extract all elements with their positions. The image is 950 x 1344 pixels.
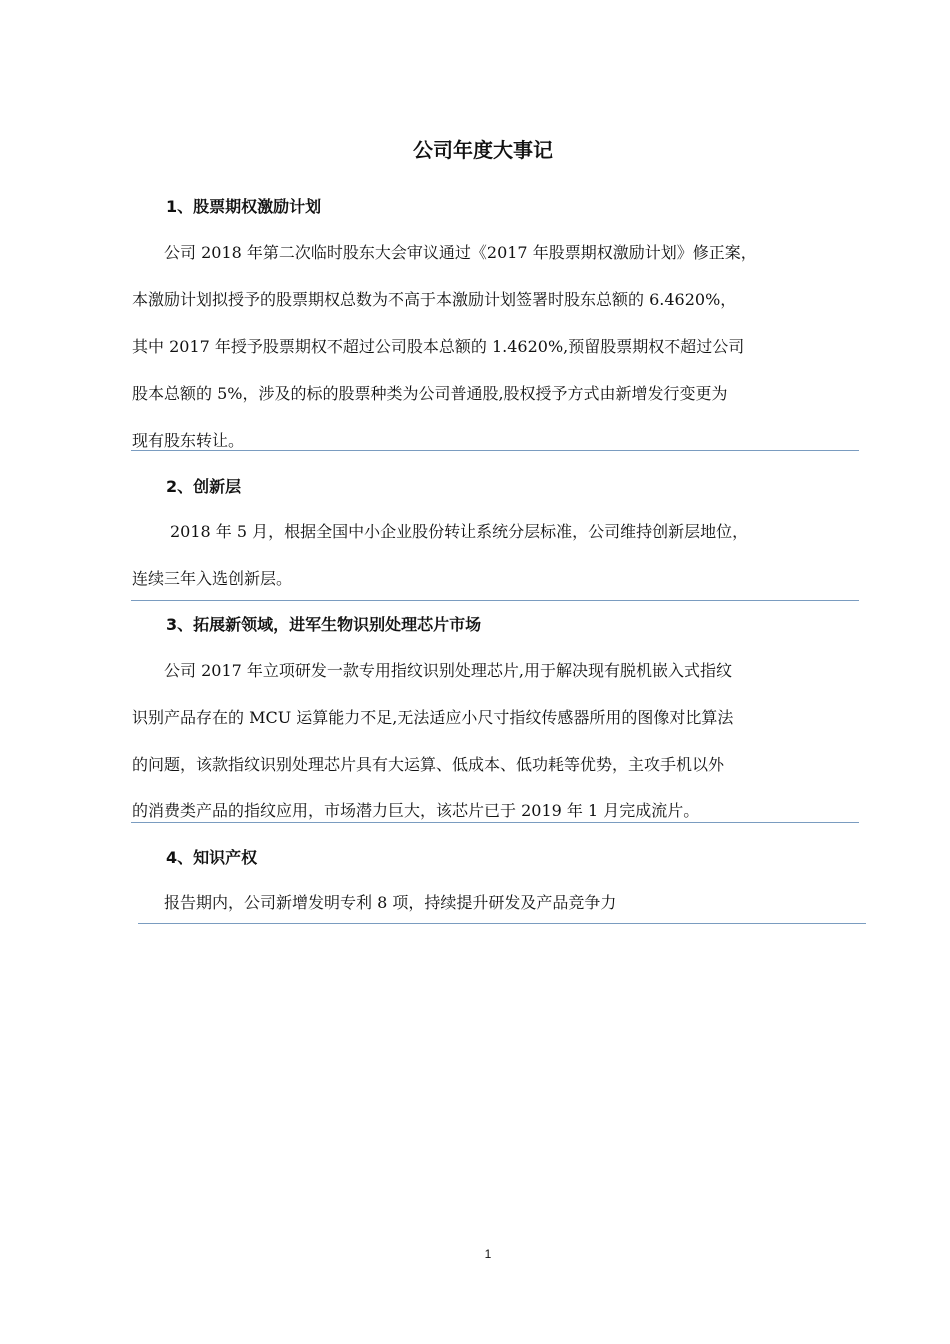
paragraph-line: 的问题，该款指纹识别处理芯片具有大运算、低成本、低功耗等优势，主攻手机以外	[132, 755, 725, 774]
section-divider	[131, 600, 859, 601]
paragraph-line: 报告期内，公司新增发明专利 8 项，持续提升研发及产品竞争力	[164, 893, 617, 912]
paragraph-line: 现有股东转让。	[132, 431, 245, 450]
paragraph-line: 识别产品存在的 MCU 运算能力不足,无法适应小尺寸指纹传感器所用的图像对比算法	[132, 708, 734, 727]
paragraph-line: 连续三年入选创新层。	[132, 569, 293, 588]
paragraph-line: 其中 2017 年授予股票期权不超过公司股本总额的 1.4620%,预留股票期权不超过公司	[132, 337, 745, 356]
section-heading-biometric-chip: 3、拓展新领域，进军生物识别处理芯片市场	[166, 615, 482, 634]
paragraph-line: 本激励计划拟授予的股票期权总数为不高于本激励计划签署时股东总额的 6.4620%，	[132, 290, 737, 309]
section-divider	[131, 450, 859, 451]
section-divider	[138, 923, 866, 924]
section-heading-ip: 4、知识产权	[166, 848, 258, 867]
paragraph-line: 的消费类产品的指纹应用，市场潜力巨大，该芯片已于 2019 年 1 月完成流片。	[132, 801, 700, 820]
section-divider	[131, 822, 859, 823]
section-heading-stock-options: 1、股票期权激励计划	[166, 197, 322, 216]
page-number: 1	[484, 1247, 492, 1261]
section-heading-innovation-tier: 2、创新层	[166, 477, 242, 496]
page-title: 公司年度大事记	[413, 138, 553, 162]
paragraph-line: 股本总额的 5%，涉及的标的股票种类为公司普通股,股权授予方式由新增发行变更为	[132, 384, 728, 403]
paragraph-line: 2018 年 5 月，根据全国中小企业股份转让系统分层标准，公司维持创新层地位，	[170, 522, 749, 541]
paragraph-line: 公司 2017 年立项研发一款专用指纹识别处理芯片,用于解决现有脱机嵌入式指纹	[164, 661, 732, 680]
paragraph-line: 公司 2018 年第二次临时股东大会审议通过《2017 年股票期权激励计划》修正案，	[164, 243, 757, 262]
